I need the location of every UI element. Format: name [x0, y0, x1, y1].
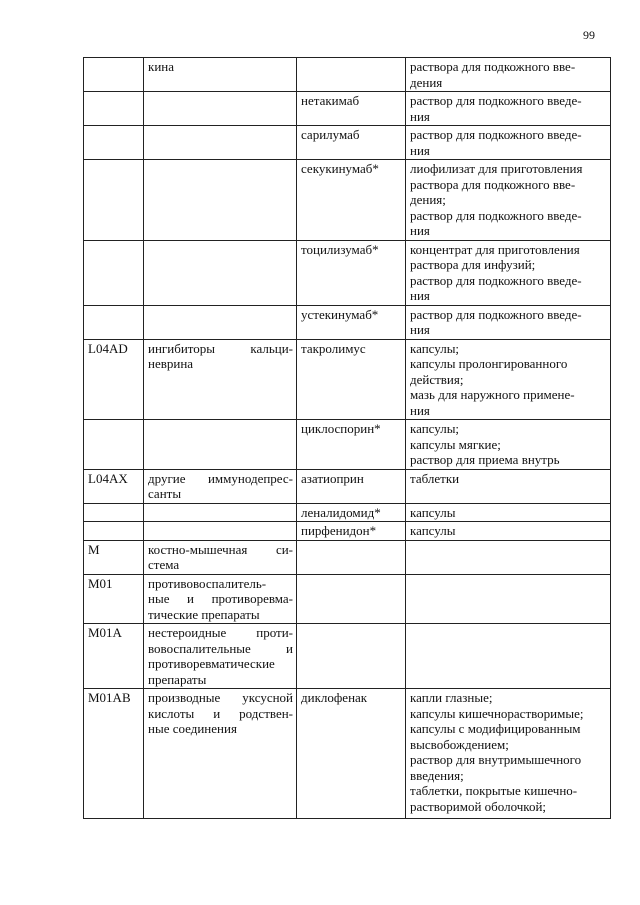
atc-code-cell — [84, 58, 144, 92]
table-row — [84, 469, 611, 503]
dosage-form-cell — [406, 522, 611, 541]
dosage-form-cell — [406, 420, 611, 470]
table-row — [84, 574, 611, 624]
dosage-form-line: капсулы кишечнорастворимые; — [410, 705, 584, 721]
table-row — [84, 540, 611, 574]
drug-name-cell — [297, 58, 406, 92]
drug-group-line: противоревматические — [148, 656, 275, 671]
drug-name-cell: леналидомид* — [297, 503, 406, 522]
drug-group-cell — [144, 574, 297, 624]
atc-code-cell — [84, 420, 144, 470]
table-row — [84, 522, 611, 541]
drug-name-cell — [297, 574, 406, 624]
dosage-form-line: капсулы; — [410, 421, 460, 436]
dosage-form-line: введения; — [410, 767, 464, 783]
atc-code-cell — [84, 503, 144, 522]
dosage-form-line: капсулы с модифицированным — [410, 721, 581, 736]
drug-group-cell — [144, 689, 297, 819]
dosage-form-line: капсулы мягкие; — [410, 436, 501, 452]
dosage-form-line: таблетки — [410, 470, 460, 486]
dosage-form-cell — [406, 339, 611, 420]
dosage-form-cell — [406, 305, 611, 339]
table-row — [84, 126, 611, 160]
drug-group-line: стема — [148, 557, 180, 572]
atc-code-cell: M01A — [84, 624, 144, 689]
drug-name-cell — [297, 540, 406, 574]
drug-name-cell: тоцилизумаб* — [297, 240, 406, 305]
atc-code-cell: L04AD — [84, 339, 144, 420]
dosage-form-line: ния — [410, 402, 430, 418]
atc-code-cell: M01AB — [84, 689, 144, 819]
atc-code-cell — [84, 160, 144, 241]
dosage-form-line: действия; — [410, 371, 464, 387]
drug-group-cell — [144, 503, 297, 522]
drug-group-cell — [144, 160, 297, 241]
drug-group-cell — [144, 58, 297, 92]
dosage-form-line: растворимой оболочкой; — [410, 798, 547, 814]
dosage-form-line: капсулы пролонгированного — [410, 356, 568, 371]
dosage-form-line: раствор для внутримышечного — [410, 752, 582, 767]
drug-group-line: производные уксусной — [148, 690, 293, 705]
drug-group-line: нестероидные проти- — [148, 625, 293, 640]
dosage-form-line: таблетки, покрытые кишечно- — [410, 783, 578, 798]
drug-group-cell — [144, 522, 297, 541]
drug-name-cell: диклофенак — [297, 689, 406, 819]
dosage-form-cell — [406, 240, 611, 305]
drug-name-cell: устекинумаб* — [297, 305, 406, 339]
drug-name-cell: пирфенидон* — [297, 522, 406, 541]
drug-group-line: противовоспалитель- — [148, 575, 267, 591]
drug-group-line: вовоспалительные и — [148, 640, 293, 656]
dosage-form-cell — [406, 126, 611, 160]
dosage-form-cell — [406, 92, 611, 126]
dosage-form-cell — [406, 689, 611, 819]
drug-group-line: санты — [148, 486, 182, 501]
drug-name-cell: секукинумаб* — [297, 160, 406, 241]
atc-code-cell: M01 — [84, 574, 144, 624]
atc-code-cell: M — [84, 540, 144, 574]
dosage-form-cell — [406, 574, 611, 624]
dosage-form-line: лиофилизат для приготовления — [410, 161, 583, 176]
table-row — [84, 689, 611, 819]
atc-code-cell — [84, 240, 144, 305]
drug-group-line: ные соединения — [148, 721, 237, 736]
drug-group-cell — [144, 420, 297, 470]
drug-group-cell — [144, 339, 297, 420]
dosage-form-cell — [406, 469, 611, 503]
dosage-form-line: ния — [410, 288, 430, 303]
drug-group-cell — [144, 240, 297, 305]
medication-table — [83, 57, 611, 819]
dosage-form-line: раствор для подкожного введе- — [410, 272, 582, 288]
drug-name-cell — [297, 624, 406, 689]
dosage-form-line: раствор для подкожного введе- — [410, 306, 582, 322]
dosage-form-line: дения; — [410, 192, 446, 207]
dosage-form-line: высвобождением; — [410, 736, 509, 752]
dosage-form-line: мазь для наружного примене- — [410, 387, 575, 402]
dosage-form-cell — [406, 503, 611, 522]
dosage-form-cell — [406, 624, 611, 689]
dosage-form-line: раствор для подкожного введе- — [410, 93, 582, 108]
drug-group-line: другие иммунодепрес- — [148, 470, 293, 486]
dosage-form-line: ния — [410, 322, 430, 337]
drug-group-cell — [144, 92, 297, 126]
drug-name-cell: такролимус — [297, 339, 406, 420]
drug-group-line: тические препараты — [148, 606, 260, 622]
atc-code-cell — [84, 92, 144, 126]
table-row — [84, 58, 611, 92]
dosage-form-line: раствора для инфузий; — [410, 257, 536, 272]
drug-group-cell — [144, 126, 297, 160]
dosage-form-cell — [406, 58, 611, 92]
table-row — [84, 503, 611, 522]
drug-name-cell: азатиоприн — [297, 469, 406, 503]
table-row — [84, 339, 611, 420]
dosage-form-line: дения — [410, 74, 443, 90]
drug-group-line: неврина — [148, 356, 194, 371]
dosage-form-line: раствор для подкожного введе- — [410, 127, 582, 142]
drug-group-cell — [144, 305, 297, 339]
drug-name-cell: нетакимаб — [297, 92, 406, 126]
atc-code-cell — [84, 305, 144, 339]
drug-group-cell — [144, 469, 297, 503]
table-row — [84, 624, 611, 689]
drug-group-line: костно-мышечная си- — [148, 541, 293, 557]
dosage-form-line: капли глазные; — [410, 690, 493, 705]
table-row — [84, 160, 611, 241]
drug-group-line: ные и противоревма- — [148, 591, 293, 606]
drug-name-cell: сарилумаб — [297, 126, 406, 160]
table-row — [84, 240, 611, 305]
dosage-form-line: раствора для подкожного вве- — [410, 176, 576, 192]
table-row — [84, 305, 611, 339]
dosage-form-cell — [406, 540, 611, 574]
atc-code-cell — [84, 126, 144, 160]
dosage-form-line: капсулы; — [410, 340, 460, 356]
dosage-form-line: концентрат для приготовления — [410, 241, 580, 257]
drug-group-line: кислоты и родствен- — [148, 705, 293, 721]
dosage-form-line: капсулы — [410, 504, 456, 520]
drug-group-cell — [144, 540, 297, 574]
table-row — [84, 420, 611, 470]
drug-group-line: ингибиторы кальци- — [148, 340, 293, 356]
drug-group-cell — [144, 624, 297, 689]
drug-group-line: кина — [148, 59, 174, 74]
dosage-form-line: ния — [410, 223, 430, 238]
dosage-form-line: раствора для подкожного вве- — [410, 59, 576, 74]
atc-code-cell: L04AX — [84, 469, 144, 503]
dosage-form-cell — [406, 160, 611, 241]
dosage-form-line: капсулы — [410, 523, 456, 538]
dosage-form-line: раствор для приема внутрь — [410, 452, 560, 467]
drug-group-line: препараты — [148, 671, 207, 687]
dosage-form-line: ния — [410, 142, 430, 158]
dosage-form-line: раствор для подкожного введе- — [410, 207, 582, 223]
dosage-form-line: ния — [410, 108, 430, 124]
table-row — [84, 92, 611, 126]
page-number: 99 — [583, 28, 595, 42]
atc-code-cell — [84, 522, 144, 541]
drug-name-cell: циклоспорин* — [297, 420, 406, 470]
